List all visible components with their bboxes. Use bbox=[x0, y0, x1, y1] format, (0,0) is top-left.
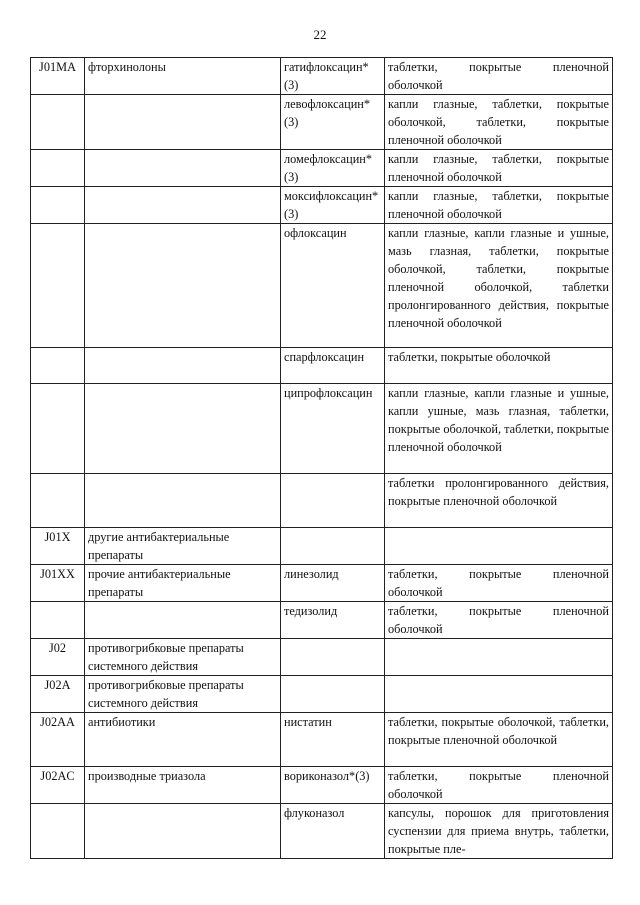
atc-code-cell: J02A bbox=[31, 676, 85, 713]
table-row bbox=[31, 528, 613, 565]
table-row bbox=[31, 676, 613, 713]
drug-name-cell: левофлоксацин*(3) bbox=[281, 95, 385, 150]
atc-code-cell: J02AC bbox=[31, 767, 85, 804]
group-cell bbox=[85, 187, 281, 224]
group-cell bbox=[85, 224, 281, 348]
table-row bbox=[31, 187, 613, 224]
drug-name-cell: тедизолид bbox=[281, 602, 385, 639]
dosage-form-cell: капли глазные, таблетки, покрытые пленочной оболочкой bbox=[385, 187, 613, 224]
dosage-form-cell: таблетки, покрытые пленочной оболочкой bbox=[385, 565, 613, 602]
table-row bbox=[31, 565, 613, 602]
drug-name-cell: моксифлоксацин*(3) bbox=[281, 187, 385, 224]
atc-code-cell bbox=[31, 384, 85, 474]
dosage-form-cell: капли глазные, таблетки, покрытые пленочной оболочкой bbox=[385, 150, 613, 187]
group-cell bbox=[85, 602, 281, 639]
dosage-form-cell: таблетки пролонгированного действия, покрытые пленочной оболочкой bbox=[385, 474, 613, 528]
group-cell: другие антибактериальные препараты bbox=[85, 528, 281, 565]
atc-code-cell bbox=[31, 95, 85, 150]
page-number: 22 bbox=[313, 27, 327, 42]
group-cell: производные триазола bbox=[85, 767, 281, 804]
dosage-form-cell: капли глазные, капли глазные и ушные, мазь глазная, таблетки, покрытые оболочкой, таблетки, покрытые пленочной оболочкой, таблетки пролонгированного действия, покрытые пленочной оболочкой bbox=[385, 224, 613, 348]
atc-code-cell bbox=[31, 187, 85, 224]
drug-table bbox=[30, 57, 613, 859]
dosage-form-cell: капсулы, порошок для приготовления суспензии для приема внутрь, таблетки, покрытые пле- bbox=[385, 804, 613, 859]
group-cell bbox=[85, 804, 281, 859]
dosage-form-cell bbox=[385, 639, 613, 676]
atc-code-cell bbox=[31, 348, 85, 384]
atc-code-cell: J02AA bbox=[31, 713, 85, 767]
drug-name-cell: спарфлоксацин bbox=[281, 348, 385, 384]
dosage-form-cell: капли глазные, капли глазные и ушные, капли ушные, мазь глазная, таблетки, покрытые оболочкой, таблетки, покрытые пленочной оболочкой bbox=[385, 384, 613, 474]
table-row bbox=[31, 639, 613, 676]
atc-code-cell bbox=[31, 804, 85, 859]
dosage-form-cell: таблетки, покрытые пленочной оболочкой bbox=[385, 602, 613, 639]
dosage-form-cell bbox=[385, 676, 613, 713]
group-cell bbox=[85, 95, 281, 150]
table-row bbox=[31, 384, 613, 474]
drug-name-cell: ломефлоксацин*(3) bbox=[281, 150, 385, 187]
dosage-form-cell: таблетки, покрытые пленочной оболочкой bbox=[385, 58, 613, 95]
atc-code-cell: J01X bbox=[31, 528, 85, 565]
dosage-form-cell: капли глазные, таблетки, покрытые оболочкой, таблетки, покрытые пленочной оболочкой bbox=[385, 95, 613, 150]
atc-code-cell bbox=[31, 474, 85, 528]
drug-name-cell: флуконазол bbox=[281, 804, 385, 859]
atc-code-cell: J02 bbox=[31, 639, 85, 676]
group-cell bbox=[85, 384, 281, 474]
dosage-form-cell: таблетки, покрытые оболочкой bbox=[385, 348, 613, 384]
group-cell: противогрибковые препараты системного действия bbox=[85, 676, 281, 713]
table-row bbox=[31, 58, 613, 95]
atc-code-cell bbox=[31, 224, 85, 348]
dosage-form-cell: таблетки, покрытые оболочкой, таблетки, покрытые пленочной оболочкой bbox=[385, 713, 613, 767]
drug-name-cell: гатифлоксацин*(3) bbox=[281, 58, 385, 95]
drug-name-cell: офлоксацин bbox=[281, 224, 385, 348]
dosage-form-cell: таблетки, покрытые пленочной оболочкой bbox=[385, 767, 613, 804]
table-row bbox=[31, 95, 613, 150]
table-row bbox=[31, 150, 613, 187]
table-row bbox=[31, 474, 613, 528]
drug-name-cell: линезолид bbox=[281, 565, 385, 602]
atc-code-cell: J01MA bbox=[31, 58, 85, 95]
dosage-form-cell bbox=[385, 528, 613, 565]
group-cell bbox=[85, 474, 281, 528]
group-cell bbox=[85, 348, 281, 384]
group-cell bbox=[85, 150, 281, 187]
drug-name-cell bbox=[281, 528, 385, 565]
drug-name-cell bbox=[281, 676, 385, 713]
group-cell: фторхинолоны bbox=[85, 58, 281, 95]
drug-name-cell: нистатин bbox=[281, 713, 385, 767]
group-cell: прочие антибактериальные препараты bbox=[85, 565, 281, 602]
table-row bbox=[31, 348, 613, 384]
atc-code-cell bbox=[31, 150, 85, 187]
table-row bbox=[31, 767, 613, 804]
drug-name-cell bbox=[281, 474, 385, 528]
table-row bbox=[31, 804, 613, 859]
table-row bbox=[31, 713, 613, 767]
atc-code-cell bbox=[31, 602, 85, 639]
group-cell: противогрибковые препараты системного действия bbox=[85, 639, 281, 676]
table-row bbox=[31, 224, 613, 348]
drug-name-cell: ципрофлоксацин bbox=[281, 384, 385, 474]
table-row bbox=[31, 602, 613, 639]
group-cell: антибиотики bbox=[85, 713, 281, 767]
atc-code-cell: J01XX bbox=[31, 565, 85, 602]
drug-name-cell bbox=[281, 639, 385, 676]
drug-name-cell: вориконазол*(3) bbox=[281, 767, 385, 804]
